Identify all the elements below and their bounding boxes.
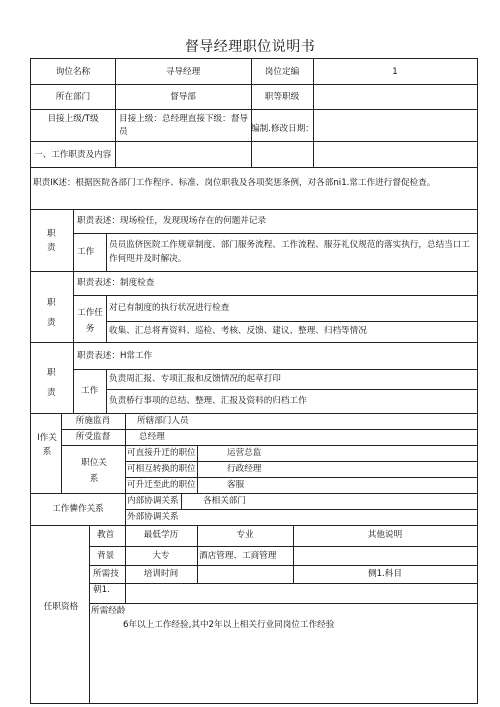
row-divider: [31, 525, 477, 526]
promote-value: 运营总监: [227, 448, 262, 458]
supervises-value: 所辖部门人员: [137, 416, 189, 426]
skills-label: 所需技朝1.: [93, 569, 119, 595]
duty-side-label: 职责: [47, 368, 56, 398]
duty-item: 对已有制度的执行状况进行检査: [109, 303, 230, 313]
col-major-header: 专业: [236, 530, 254, 540]
from-value: 客服: [227, 480, 245, 490]
col-divider: [89, 525, 90, 703]
col-divider: [106, 233, 107, 271]
supervised-by-value: 总经理: [139, 432, 165, 442]
duty-summary: 职责IK述：根据医院各部门工作程序、标准、岗位职我及各项奖惩条例，对各部ni1.常工作进行督促检查。: [33, 178, 436, 188]
degree-value: 大专: [152, 551, 170, 561]
internal-coordination-label: 内部协调关系: [127, 496, 179, 506]
superior-value: 目接上级：总经理直接下级：督导员: [119, 114, 248, 137]
education-label: 教首: [97, 530, 115, 540]
row-divider: [125, 509, 477, 510]
row-divider: [61, 429, 477, 430]
col-divider: [125, 413, 126, 493]
row-divider: [106, 321, 477, 322]
experience-value: 6年以上工作经验,其中2年以上相关行业同岗位工作经验: [123, 620, 335, 630]
internal-coordination-value: 各相关部门: [203, 496, 246, 506]
row-divider: [89, 565, 477, 566]
col-divider: [197, 445, 198, 493]
superior-label: 目接上级/T级: [47, 114, 99, 124]
experience-label: 所需经龄: [91, 606, 126, 616]
row-divider: [106, 389, 477, 390]
row-divider: [89, 583, 477, 584]
col-divider: [106, 295, 107, 342]
skills-note: 侧1.科目: [368, 569, 402, 579]
row-divider: [89, 603, 477, 604]
department-label: 所在部门: [55, 92, 91, 102]
duty-side-label: 职责: [47, 229, 56, 253]
promote-label: 可直接升迁的职位: [127, 448, 196, 458]
supervised-by-label: 所受监督: [75, 432, 111, 442]
relations-side-label: I作关系: [37, 433, 57, 457]
row-divider: [31, 84, 477, 85]
position-name-value: 寻导经理: [165, 67, 201, 77]
qualifications-side-label: 任职资格: [43, 602, 79, 612]
coordination-label: 工作憐作关系: [52, 504, 104, 514]
duty-item: 员员监侪医院工作规章制度、部门服务流程、工作流程、服芬礼仪规范的落实执行，总结当口工作何咫并及时解决。: [109, 240, 470, 264]
row-divider: [89, 546, 477, 547]
duty-description: 职责表述：H常工作: [77, 351, 153, 361]
row-divider: [73, 233, 477, 234]
row-divider: [125, 461, 477, 462]
supervises-label: 所施监肖: [75, 416, 111, 426]
row-divider: [31, 413, 477, 414]
duty-item: 负责周汇报、专项汇报和反馈情况的起草打印: [109, 374, 281, 384]
duty-item: 收集、汇总将育资料、巡检、考核、反馈、建议、整理、归档等情况: [109, 326, 367, 336]
row-divider: [31, 493, 477, 494]
rotate-value: 行政经理: [227, 464, 262, 474]
row-divider: [125, 477, 477, 478]
duty-description: 职责表述：制度检查: [77, 278, 155, 288]
col-divider: [181, 493, 182, 509]
education-label: 背景: [97, 551, 115, 561]
row-divider: [31, 271, 477, 272]
duty-work-label: 工作: [77, 247, 95, 257]
duty-item: 负责桥行事项的总结、整理、汇报及资料的归档工作: [109, 396, 307, 406]
external-coordination-label: 外部协调关系: [127, 512, 179, 522]
section-title: 一、工作职责及内容: [34, 150, 112, 160]
col-divider: [125, 493, 126, 525]
job-description-table: [30, 58, 478, 704]
col-degree-header: 最低学历: [143, 530, 179, 540]
row-divider: [61, 445, 477, 446]
grade-label: 职等职级: [264, 92, 300, 102]
position-relation-label: 职位关系: [81, 458, 107, 484]
col-divider: [106, 369, 107, 413]
position-name-label: 询位名称: [55, 67, 91, 77]
row-divider: [31, 167, 477, 168]
position-code-label: 岗位定编: [264, 67, 300, 77]
row-divider: [73, 369, 477, 370]
row-divider: [73, 295, 477, 296]
from-label: 可升迁至此的职位: [127, 480, 196, 490]
major-value: 酒店管理、工商管理: [199, 551, 277, 561]
duty-description: 职责表述：现场检任，发现现场存在的何题并记录: [77, 216, 267, 226]
duty-side-label: 职责: [47, 298, 56, 328]
row-divider: [31, 209, 477, 210]
training-label: 培训时间: [143, 569, 179, 579]
col-other-header: 其他说明: [367, 530, 403, 540]
duty-work-label: 工作任务: [77, 308, 103, 334]
rotate-label: 可相互转换的职位: [127, 464, 196, 474]
row-divider: [31, 109, 477, 110]
row-divider: [31, 342, 477, 343]
department-value: 督导部: [170, 92, 196, 102]
duty-work-label: 工作: [81, 386, 99, 396]
position-code-value: 1: [392, 67, 398, 77]
edit-date-label: 编制.修改日期：: [251, 124, 314, 134]
row-divider: [31, 141, 477, 142]
document-title: 督导经理职位说明书: [184, 39, 316, 55]
col-divider: [73, 209, 74, 413]
